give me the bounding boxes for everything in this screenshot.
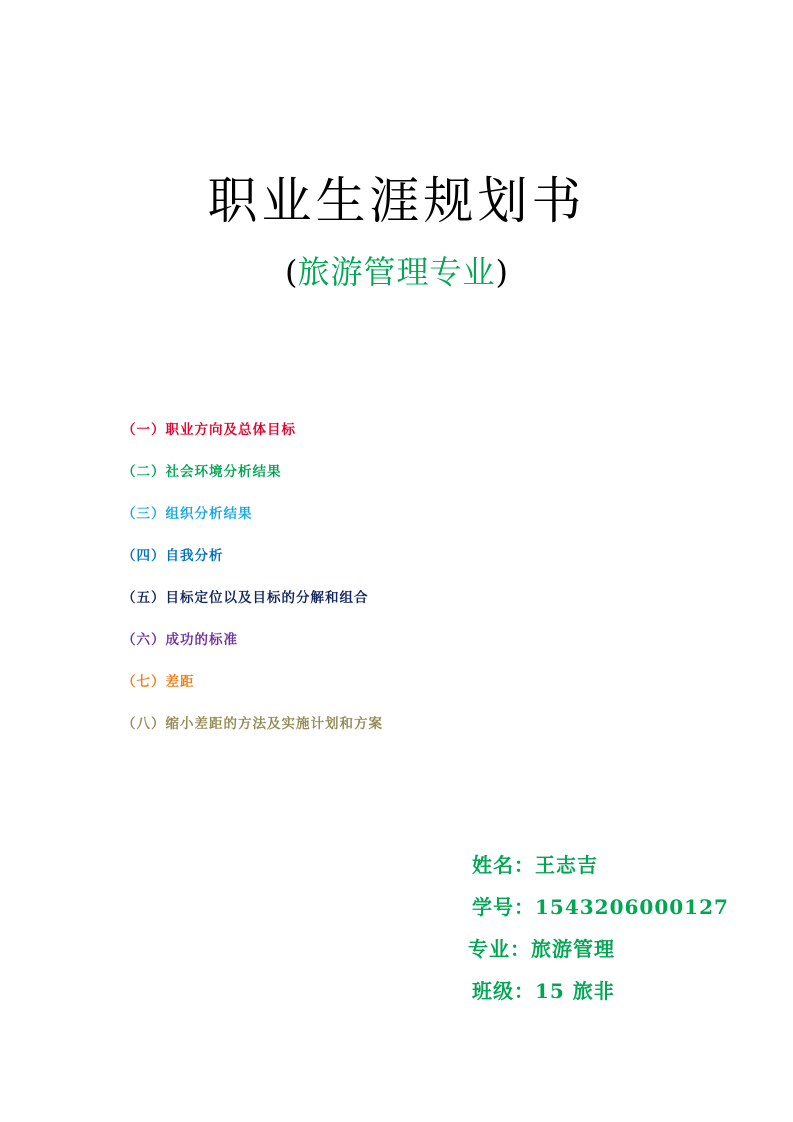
toc-item-5: （五）目标定位以及目标的分解和组合 <box>122 590 369 606</box>
student-major: 专业：旅游管理 <box>468 937 615 961</box>
table-of-contents <box>122 417 682 753</box>
subtitle-close-paren: ) <box>495 253 508 291</box>
student-name: 姓名：王志吉 <box>472 853 598 877</box>
subtitle-open-paren: ( <box>285 253 298 291</box>
document-title: 职业生涯规划书 <box>207 172 586 230</box>
toc-item-7: （七）差距 <box>122 674 195 690</box>
toc-item-2: （二）社会环境分析结果 <box>122 464 282 480</box>
toc-item-1: （一）职业方向及总体目标 <box>122 422 296 438</box>
toc-item-6: （六）成功的标准 <box>122 632 238 648</box>
toc-item-8: （八）缩小差距的方法及实施计划和方案 <box>122 716 383 732</box>
student-info <box>468 846 768 1014</box>
subtitle-major: 旅游管理专业 <box>297 253 496 291</box>
student-class: 班级：15 旅非 <box>472 979 615 1003</box>
toc-item-4: （四）自我分析 <box>122 548 224 564</box>
toc-item-3: （三）组织分析结果 <box>122 506 253 522</box>
document-subtitle <box>0 248 793 296</box>
student-id: 学号：1543206000127 <box>472 895 729 919</box>
